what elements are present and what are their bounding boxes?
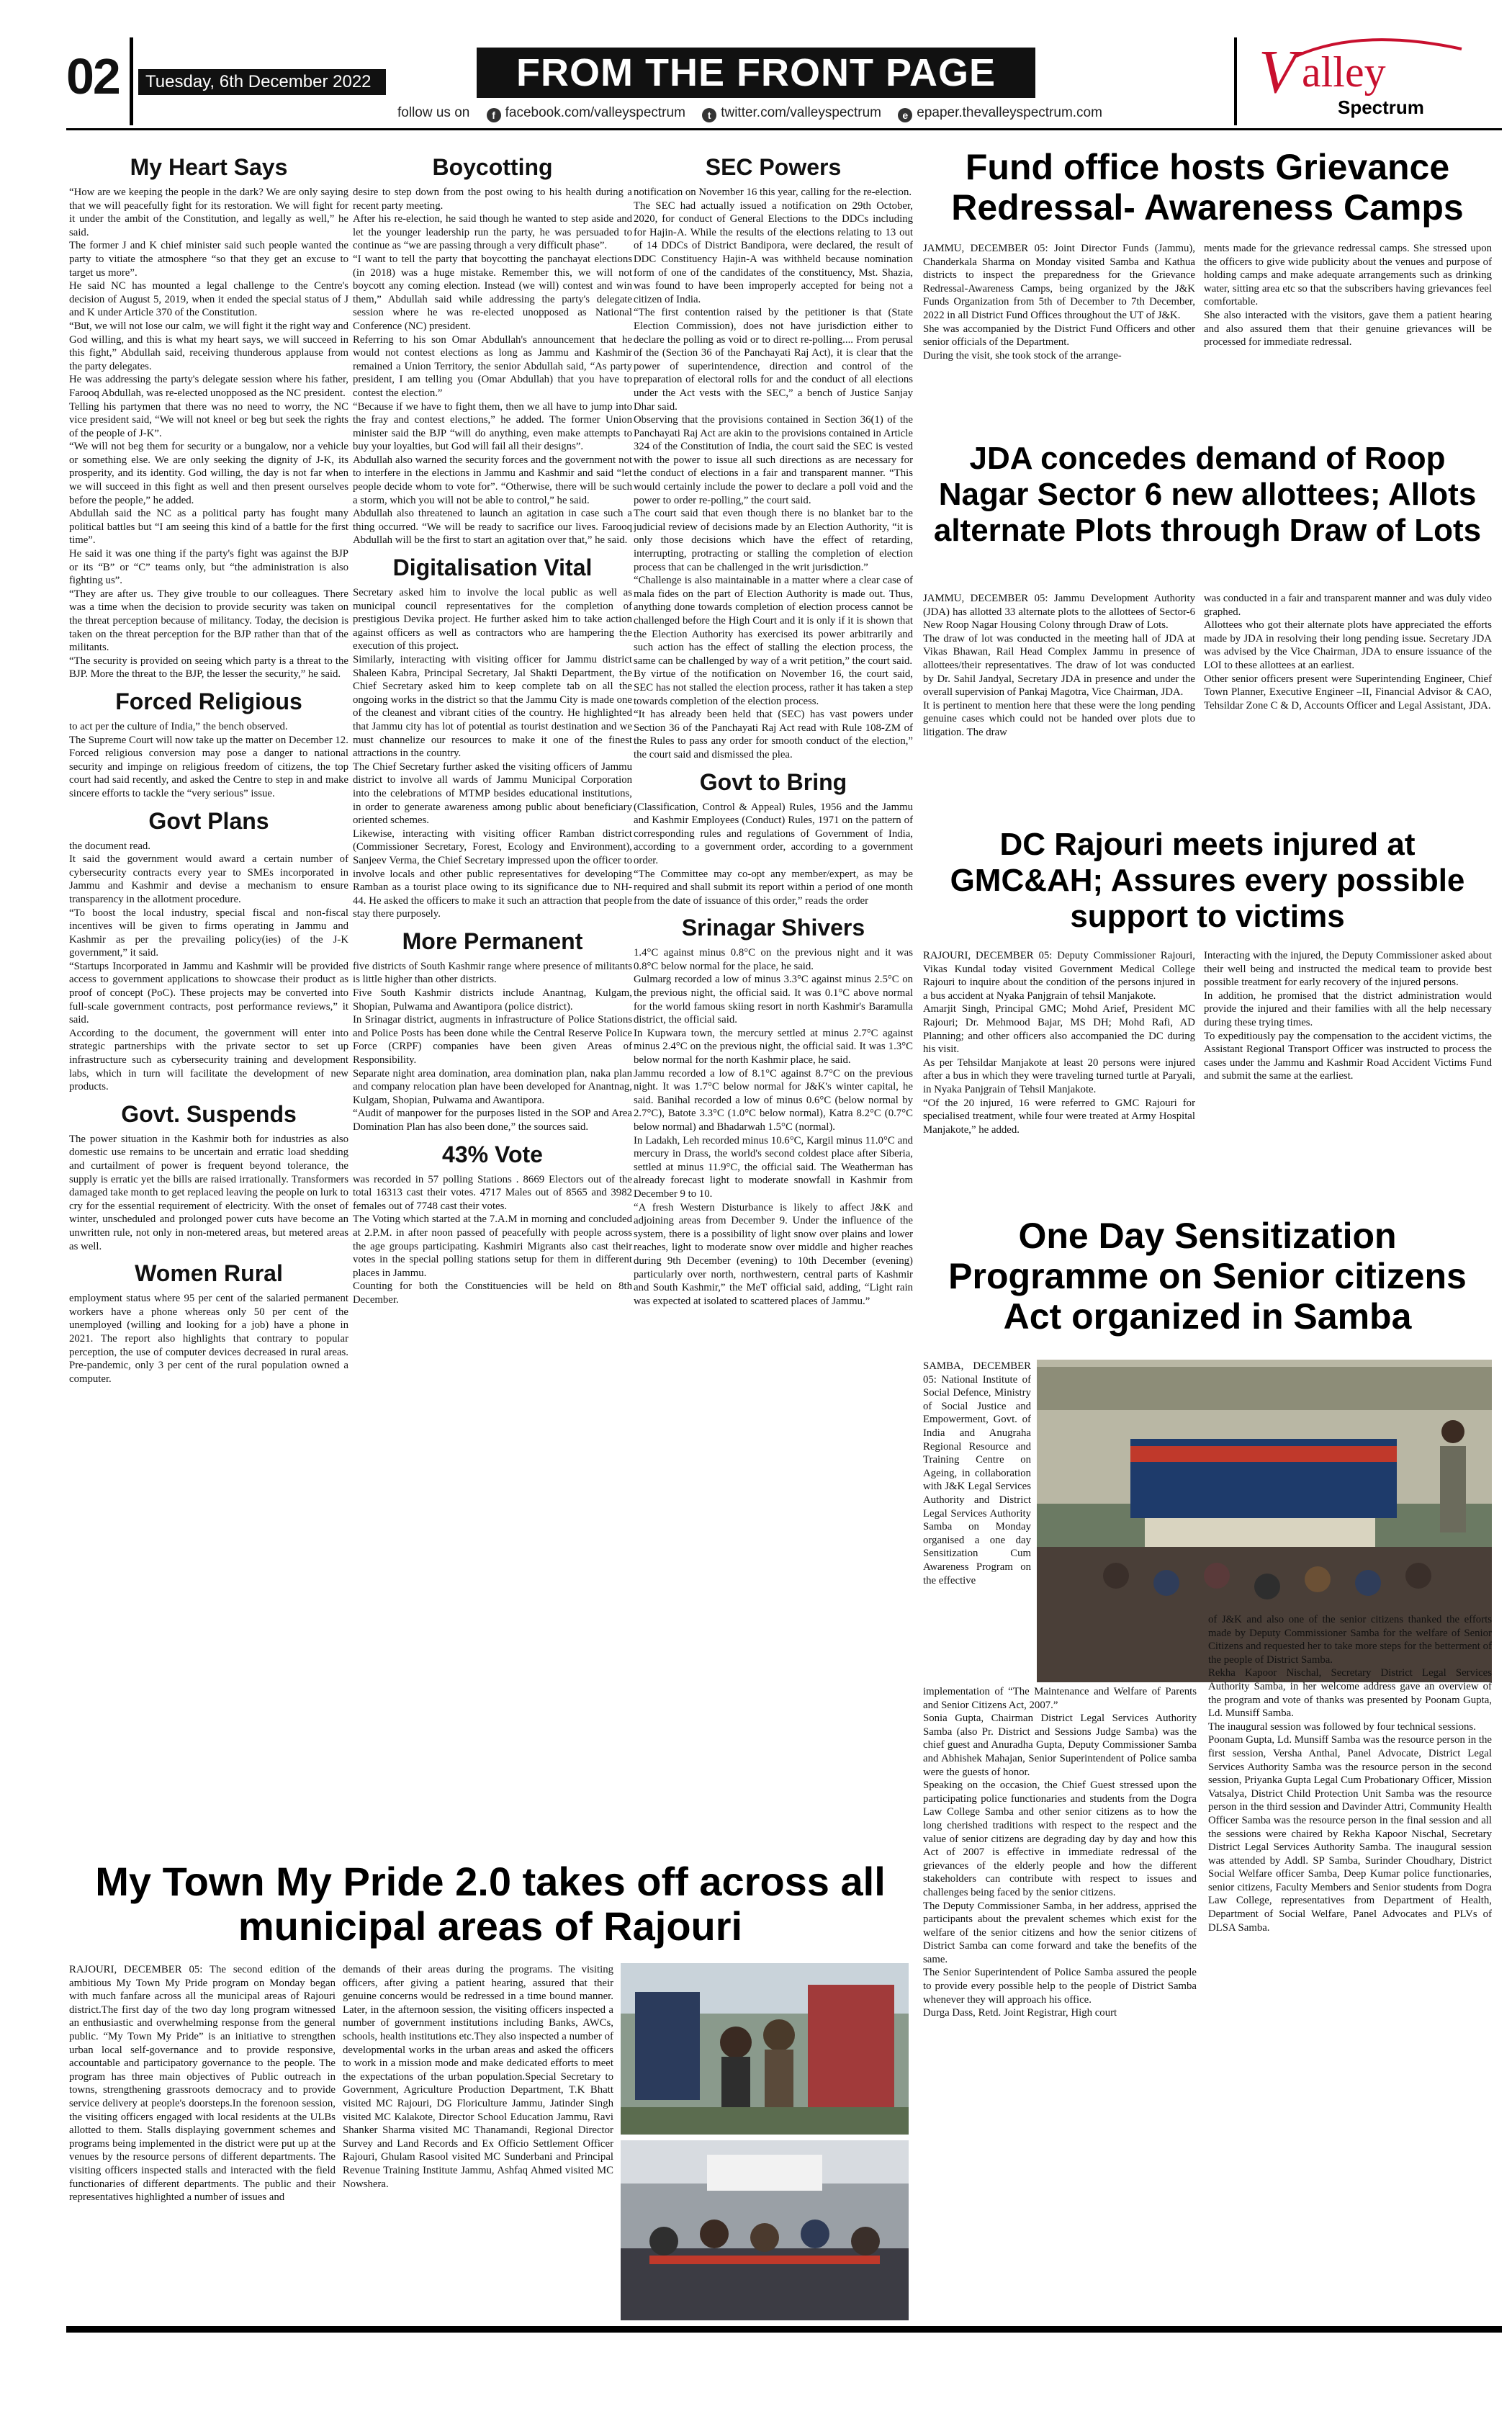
body-paragraph: “They are after us. They give trouble to our colleagues. There was a time when the decision to provide security was taken on the threat perception because of militancy. Today, the decision is taken on the threat perception for the BJP rather than that of the militants.	[69, 588, 348, 654]
body-paragraph: Speaking on the occasion, the Chief Guest stressed upon the participating police functionaries and students from the Dogra Law College Samba and other senior citizens as to how the long cherished traditions with respect to the respect and the value of senior citizens are degrading day by day and how this Act of 2007 is effective in immediate redressal of the grievances of the elderly people and how the different stakeholders can contribute with respect to issues and challenges being faced by the senior citizens.	[923, 1780, 1197, 1898]
body-paragraph: “Audit of manpower for the purposes listed in the SOP and Area Domination Plan has also been done,” the sources said.	[353, 1108, 632, 1133]
body-paragraph: notification on November 16 this year, calling for the re-election.	[634, 187, 912, 198]
body-paragraph: Abdullah also threatened to launch an agitation in case such a thing occurred. “We will be ready to sacrifice our lives. Farooq Abdullah will be the first to start an agitation over that,” he said.	[353, 508, 632, 547]
body-paragraph: Secretary asked him to involve the local public as well as municipal council representatives for the completion of prestigious Devika project. He further asked him to take action against officers as well as contractors who are hampering the execution of this project.	[353, 587, 632, 652]
body-paragraph: The former J and K chief minister said such people wanted the party to vitiate the atmosphere “so that they get an excuse to target us more”.	[69, 240, 348, 279]
issue-date: Tuesday, 6th December 2022	[138, 69, 386, 95]
body-paragraph: Similarly, interacting with visiting officer for Jammu district Shaleen Kabra, Principal Secretary, Jal Shakti Department, the Chief Secretary asked him to keep complete tab on all the ongoing works in the district so that the Jammu City is made one of the cleanest and vibrant cities of the country. He highlighted that Jammu city has lot of potential as tourist destination and we must channelize our resources to make it one of the finest attractions in the country.	[353, 654, 632, 760]
body-paragraph: “We will not beg them for security or a bungalow, nor a vehicle or something else. We are only seeking the dignity of J-K, its prosperity, and its identity. God willing, the day is not far when we will succeed in this fight as well and then present ourselves before the people,” he added.	[69, 441, 348, 506]
facebook-link[interactable]: f facebook.com/valleyspectrum	[487, 105, 685, 120]
body-paragraph: She was accompanied by the District Fund Officers and other senior officials of the Department.	[923, 323, 1195, 349]
body-paragraph: Gulmarg recorded a low of minus 3.3°C against minus 2.5°C on the previous night, the official said. It was 0.1°C above normal for the world famous skiing resort in north Kashmir's Baramulla district, the official said.	[634, 974, 913, 1026]
body-paragraph: It said the government would award a certain number of cybersecurity contracts every year to SMEs incorporated in Jammu and Kashmir and devise a mechanism to ensure transparency in the allotment procedure.	[69, 853, 348, 905]
column-1	[69, 154, 348, 1839]
body-paragraph: The inaugural session was followed by four technical sessions.	[1208, 1720, 1476, 1733]
body-paragraph: He was addressing the party's delegate session where his father, Farooq Abdullah, was re-elected unopposed as the NC president.	[69, 374, 348, 399]
body-paragraph: to act per the culture of India,” the bench observed.	[69, 720, 288, 732]
body-paragraph: “How are we keeping the people in the dark? We are only saying that we will peacefully fight for its restoration. We will fight for it under the ambit of the Constitution, and legally as well,” he said.	[69, 187, 348, 238]
jump-headline[interactable]: My Heart Says	[130, 154, 288, 180]
body-paragraph: The Chief Secretary further asked the visiting officers of Jammu district to involve all wards of Jammu Municipal Corporation into the celebrations of MTMP besides educational institutions, in order to generate awareness among public about beneficiary oriented schemes.	[353, 760, 632, 827]
body-paragraph: The SEC had actually issued a notification on 29th October, 2020, for conduct of General Elections to the DDCs including for Hajin-A. While the results of the elections relating to 13 out of 14 DDCs of District Bandipora, were declared, the result of DDC Constituency Hajin-A was withheld because nomination form of one of the candidates of the constituency, Mst. Shazia, was found to have been improperly accepted for being not a citizen of India.	[634, 199, 913, 305]
fund-office-headline[interactable]: Fund office hosts Grievance Redressal- Awareness Camps	[951, 147, 1464, 228]
masthead-divider	[130, 37, 133, 125]
body-paragraph: desire to step down from the post owing to his health during a recent party meeting.	[353, 187, 632, 212]
body-paragraph: 1.4°C against minus 0.8°C on the previous night and it was 0.8°C below normal for the place, he said.	[634, 947, 913, 972]
epaper-icon: e	[898, 108, 912, 122]
body-paragraph: was recorded in 57 polling Stations . 8669 Electors out of the total 16313 cast their votes. 4717 Males out of 8565 and 3982 females out of 7748 cast their votes.	[353, 1173, 632, 1212]
twitter-icon: t	[702, 108, 716, 122]
body-paragraph: Amarjit Singh, Principal GMC; Mohd Arief, President MC Rajouri; Dr. Mehmood Bajar, MS DH; Mohd Rafi, AD Planning; and other officers also accompanied the DC during his visit.	[923, 1003, 1195, 1056]
body-paragraph: By virtue of the notification on November 16, the court said, SEC has not stalled the election process, rather it has taken a step towards completion of the election process.	[634, 668, 913, 707]
body-paragraph: During the visit, she took stock of the arrange-	[923, 349, 1122, 362]
body-paragraph: Interacting with the injured, the Deputy Commissioner asked about their well being and instructed the medical team to provide best possible treatment for early recovery of the injured persons.	[1204, 950, 1492, 989]
body-paragraph: The Senior Superintendent of Police Samba assured the people to provide every possible help to the people of District Samba whenever they will approach his office.	[923, 1967, 1197, 2006]
jump-headline[interactable]: Forced Religious	[115, 688, 302, 714]
body-paragraph: In Ladakh, Leh recorded minus 10.6°C, Kargil minus 11.0°C and mercury in Drass, the world's second coldest place after Siberia, settled at minus 11.9°C, the official said. The Weatherman has already forecast light to moderate snowfall in Kashmir from December 9 to 10.	[634, 1134, 913, 1200]
body-paragraph: RAJOURI, DECEMBER 05: Deputy Commissioner Rajouri, Vikas Kundal today visited Government Medical College Rajouri to inquire about the condition of the persons injured in a bus accident at Nyaka Panjgrain of tehsil Manjakote.	[923, 950, 1195, 1002]
my-town-body-left	[69, 1963, 336, 2323]
body-paragraph: “The security is provided on seeing which party is a threat to the BJP. More the threat to the BJP, the lesser the security,” he said.	[69, 655, 348, 681]
my-town-headline[interactable]: My Town My Pride 2.0 takes off across all municipal areas of Rajouri	[95, 1859, 886, 1949]
valley-spectrum-logo[interactable]: V alley Spectrum	[1253, 35, 1469, 121]
jump-headline[interactable]: Srinagar Shivers	[681, 915, 865, 941]
jda-body-right	[1204, 592, 1492, 815]
body-paragraph: Likewise, interacting with visiting officer Ramban district (Commissioner Secretary, Forest, Ecology and Environment), Sanjeev Verma, the Chief Secretary impressed upon the officer to involve locals and other public representatives for developing Ramban as a tourist place owing to its significance due to NH-44. He asked the officers to make it such an attraction that people stay there purposely.	[353, 827, 632, 920]
samba-body-narrow	[923, 1360, 1031, 1682]
body-paragraph: Other senior officers present were Superintending Engineer, Chief Town Planner, Executive Engineer –II, Financial Advisor & CAO, Tehsildar Zone C & D, Accounts Officer and Legal Assistant, JDA.	[1204, 673, 1492, 712]
body-paragraph: The Supreme Court will now take up the matter on December 12.	[69, 734, 348, 746]
jump-headline[interactable]: Digitalisation Vital	[392, 555, 593, 581]
body-paragraph: Sonia Gupta, Chairman District Legal Services Authority Samba (also Pr. District and Sessions Judge Samba) was the chief guest and Anuradha Gupta, Deputy Commissioner Samba and Abhishek Mahajan, Senior Superintendent of Police samba were the guests of honor.	[923, 1713, 1197, 1778]
jump-headline[interactable]: Govt Plans	[148, 807, 269, 834]
body-paragraph: “The Committee may co-opt any member/expert, as may be required and shall submit its report within a period of one month from the date of issuance of this order,” reads the order	[634, 868, 913, 907]
body-paragraph: He said NC has mounted a legal challenge to the Centre's decision of August 5, 2019, when it ended the special status of J and K under Article 370 of the Constitution.	[69, 280, 348, 319]
follow-label: follow us on	[397, 105, 470, 120]
body-paragraph: ments made for the grievance redressal camps. She stressed upon the officers to give wide publicity about the venues and purpose of holding camps and make adequate arrangements such as drinking water, sitting area etc so that the subscribers having grievances feel comfortable.	[1204, 243, 1492, 308]
fund-office-body-left	[923, 242, 1195, 422]
fund-office-body-right	[1204, 242, 1492, 422]
body-paragraph: The draw of lot was conducted in the meeting hall of JDA at Vikas Bhawan, Rail Head Complex Jammu in presence of allottees/their representatives. The draw of lot was conducted by Dr. Sahil Jandyal, Secretary JDA in presence and under the overall supervision of Pankaj Magotra, Vice Chairman, JDA.	[923, 632, 1195, 699]
body-paragraph: It is pertinent to mention here that these were the long pending genuine cases which could not be handed over plots due to litigation. The draw	[923, 699, 1195, 738]
body-paragraph: After his re-election, he said though he wanted to step aside and let the younger leadership run the party, he was persuaded to continue as “we are passing through a very difficult phase”.	[353, 213, 632, 252]
body-paragraph: Abdullah also warned the security forces and the government not to interfere in the elections in Jammu and Kashmir and said “let people decide whom to vote for”. “Otherwise, there will be such a storm, which you will not be able to control,” he said.	[353, 454, 632, 506]
jump-headline[interactable]: Govt. Suspends	[121, 1100, 297, 1127]
body-paragraph: He said it was one thing if the party's fight was against the BJP or its “B” or “C” teams only, but “the administration is also fighting us”.	[69, 548, 348, 587]
logo-divider	[1234, 37, 1237, 125]
body-paragraph: five districts of South Kashmir range where presence of militants is little higher than other districts.	[353, 960, 632, 986]
page-number: 02	[66, 48, 120, 104]
body-paragraph: “Of the 20 injured, 16 were referred to GMC Rajouri for specialised treatment, while four were treated at Army Hospital Manjakote,” he added.	[923, 1097, 1195, 1136]
body-paragraph: JAMMU, DECEMBER 05: Jammu Development Authority (JDA) has allotted 33 alternate plots to the allottees of Sector-6 New Roop Nagar Housing Colony through Draw of Lots.	[923, 593, 1195, 632]
body-paragraph: She also interacted with the visitors, gave them a patient hearing and also assured them that their genuine grievances will be processed for immediate redressal.	[1204, 309, 1492, 349]
jump-headline[interactable]: Women Rural	[135, 1260, 283, 1287]
body-paragraph: (Classification, Control & Appeal) Rules, 1956 and the Jammu and Kashmir Employees (Conduct) Rules, 1971 on the pattern of corresponding rules and regulations of Government of India, according to a government order, according to a government order.	[634, 801, 913, 866]
body-paragraph: SAMBA, DECEMBER 05: National Institute of Social Defence, Ministry of Social Justice and Empowerment, Govt. of India and Anugraha Regional Resource and Training Centre on Ageing, in collaboration with J&K Legal Services Authority and District Legal Services Authority Samba on Monday organised a one day Sensitization Cum Awareness Program on the effective	[923, 1360, 1031, 1587]
body-paragraph: RAJOURI, DECEMBER 05: The second edition of the ambitious My Town My Pride program on Monday began with much fanfare across all the municipal areas of Rajouri district.The first day of the two day long program witnessed an enthusiastic and overwhelming response from the general public. “My Town My Pride” is an initiative to strengthen urban local self-governance and to provide responsive, accountable and participatory governance to the people. The program has three main objectives of Public outreach in towns, strengthening grassroots democracy and to provide service delivery at people's doorsteps.In the forenoon session, the visiting officers engaged with local residents at the ULBs allotted to them. Stalls displaying government schemes and programs being implemented in the district were put up at the venues by the resource persons of different departments. The visiting officers inspected stalls and interacted with the field functionaries of different departments. The public and their representatives highlighted a number of issues and	[69, 1964, 336, 2204]
body-paragraph: To expeditiously pay the compensation to the accident victims, the Assistant Regional Transport Officer was instructed to process the cases under the Jammu and Kashmir Road Accident Victims Fund and submit the same at the earliest.	[1204, 1030, 1492, 1082]
section-title: FROM THE FRONT PAGE	[477, 48, 1035, 98]
body-paragraph: According to the document, the government will enter into strategic partnerships with the private sector to set up infrastructure such as cybersecurity training and development labs, which in turn will facilitate the development of new products.	[69, 1027, 348, 1093]
body-paragraph: Observing that the provisions contained in Section 36(1) of the Panchayati Raj Act are akin to the provisions contained in Article 324 of the Constitution of India, the court said the SEC is vested with the power to issue all such directions as are necessary for the conduct of elections in a fair and transparent manner. “This would certainly include the power to declare a poll void and the power to order re-polling,” the court said.	[634, 414, 913, 506]
body-paragraph: Separate night area domination, area domination plan, naka plan and company relocation plan have been developed for Anantnag, Kulgam, Shopian, Pulwama and Awantipora.	[353, 1067, 632, 1106]
body-paragraph: Forced religious conversion may pose a danger to national security and impinge on religious freedom of citizens, the top court had said recently, and asked the Centre to step in and make sincere efforts to tackle the “very serious” issue.	[69, 748, 348, 799]
dc-rajouri-body-right	[1204, 949, 1492, 1194]
jump-headline[interactable]: Boycotting	[432, 154, 553, 180]
body-paragraph: the document read.	[69, 840, 150, 852]
body-paragraph: “Challenge is also maintainable in a matter where a clear case of mala fides on the part of Election Authority is made out. Thus, anything done towards completion of election process cannot be challenged before the High Court and it is only if it is shown that the Election Authority has exercised its power arbitrarily and such action has the effect of stalling the election process, the same can be challenged by way of a writ petition,” the court said.	[634, 575, 913, 667]
jda-headline[interactable]: JDA concedes demand of Roop Nagar Sector 6 new allottees; Allots alternate Plots through Draw of Lots	[933, 441, 1482, 548]
body-paragraph: JAMMU, DECEMBER 05: Joint Director Funds (Jammu), Chanderkala Sharma on Monday visited Samba and Kathua districts to inspect the preparedness for the Grievance Redressal-Awareness Camps, being organized by the J&K Funds Organization from 5th of December to 7th December, 2022 in all District Fund Offices throughout the UT of J&K.	[923, 243, 1195, 321]
body-paragraph: Telling his partymen that there was no need to worry, the NC vice president said, “We will not kneel or beg but seek the rights of the people of J-K”.	[69, 400, 348, 439]
body-paragraph: Rekha Kapoor Nischal, Secretary District Legal Services Authority Samba, in her welcome address gave an overview of the program and vote of thanks was presented by Poonam Gupta, Ld. Munsiff Samba.	[1208, 1667, 1492, 1720]
body-paragraph: “A fresh Western Disturbance is likely to affect J&K and adjoining areas from December 9. Under the influence of the system, there is a possibility of light snow over plains and lower reaches, light to moderate snow over middle and higher reaches during 9th December (evening) to 10th December (evening) particularly over north, northwestern, central parts of Kashmir and South Kashmir,” the MeT official said, adding, “Light rain was expected at isolated to scattered places of Jammu.”	[634, 1201, 913, 1307]
epaper-link[interactable]: e epaper.thevalleyspectrum.com	[898, 105, 1102, 120]
jump-headline[interactable]: Govt to Bring	[699, 768, 847, 795]
body-paragraph: “But, we will not lose our calm, we will fight it the right way and God willing, and this is what my heart says, we will succeed in this fight,” Abdullah said, receiving thunderous applause from the party delegates.	[69, 320, 348, 372]
column-2	[353, 154, 632, 1839]
body-paragraph: “Startups Incorporated in Jammu and Kashmir will be provided access to government applications to showcase their product as proof of concept (PoC). These projects may be converted into full-scale government contracts, post performance reviews,” it said.	[69, 960, 348, 1026]
jump-headline[interactable]: 43% Vote	[442, 1141, 543, 1167]
samba-body-right	[1208, 1613, 1492, 2319]
body-paragraph: In Kupwara town, the mercury settled at minus 2.7°C against minus 2.4°C on the previous night, the official said. It was 1.3°C below normal for the north Kashmir place, he said.	[634, 1027, 913, 1067]
jump-headline[interactable]: More Permanent	[402, 928, 583, 954]
body-paragraph: The court said that even though there is no blanket bar to the judicial review of decisions made by an Election Authority, “it is only those decisions which have the effect of retarding, interrupting, protracting or stalling the completion of election process that can be challenged in the writ jurisdiction.”	[634, 508, 913, 573]
body-paragraph: Poonam Gupta, Ld. Munsiff Samba was the resource person in the first session, Versha Anthal, Panel Advocate, District Legal Services Authority Samba was the resource person in the second session, Priyanka Gupta Legal Cum Probationary Officer, Mission Vatsalya, District Child Protection Unit Samba was the resource person in the third session and Davinder Attri, Community Health Officer Samba was the resource person in the final session and all the sessions were chaired by Rekha Kapoor Nischal, Secretary District Legal Services Authority Samba. The inaugural session was attended by Addl. SP Samba, Surinder Choudhary, District Social Welfare officer Samba, Deep Kumar police functionaries, senior citizens, Faculty Members and Senior students from Dogra Law College, representatives from Department of Health, Department of Social Welfare, Panel Advocates and PLVs of DLSA Samba.	[1208, 1734, 1492, 1934]
my-town-photo-top	[621, 1963, 909, 2135]
body-paragraph: “It has already been held that (SEC) has vast powers under Section 36 of the Panchayati Raj Act read with Rule 108-ZM of the Rules to pass any order for smooth conduct of the election,” the court said and dismissed the plea.	[634, 709, 913, 760]
body-paragraph: “I want to tell the party that boycotting the panchayat elections (in 2018) was a huge mistake. Remember this, we will not boycott any coming election. Instead (we will) contest and win them,” Abdullah said while addressing the party's delegate session where he was re-elected unopposed as National Conference (NC) president.	[353, 253, 632, 332]
body-paragraph: The Voting which started at the 7.A.M in morning and concluded at 2.P.M. in after noon passed of peacefully with people across the age groups participating. Kashmiri Migrants also cast their votes in the special polling stations setup for them in different places in Jammu.	[353, 1213, 632, 1279]
body-paragraph: Jammu recorded a low of 8.1°C against 8.7°C on the previous night. It was 1.7°C below normal for J&K's winter capital, he said. Banihal recorded a low of minus 0.6°C (below normal by 2.7°C), Batote 3.3°C (1.0°C below normal), Katra 8.2°C (0.7°C below normal) and Bhadarwah 1.5°C (normal).	[634, 1067, 913, 1133]
body-paragraph: “To boost the local industry, special fiscal and non-fiscal incentives will be given to firms operating in Jammu and Kashmir as per the prevailing policy(ies) of the J-K government,” it said.	[69, 907, 348, 959]
my-town-photo-bottom	[621, 2140, 909, 2320]
body-paragraph: employment status where 95 per cent of the salaried permanent workers have a phone whereas only 50 per cent of the unemployed (willing and looking for a job) have a phone in 2021. The report also highlights that contrary to popular perception, the use of computer devices decreased in rural areas. Pre-pandemic, only 3 per cent of the rural population owned a computer.	[69, 1293, 348, 1385]
body-paragraph: In Srinagar district, augments in infrastructure of Police Stations and Police Posts has been done while the Central Reserve Police Force (CRPF) companies have been given Areas of Responsibility.	[353, 1014, 632, 1067]
body-paragraph: As per Tehsildar Manjakote at least 20 persons were injured after a bus in which they were traveling turned turtle at Paryali, in Nyaka Panjgrain of Tehsil Manjakote.	[923, 1056, 1195, 1095]
body-paragraph: Five South Kashmir districts include Anantnag, Kulgam, Shopian, Pulwama and Awantipora (police district).	[353, 987, 632, 1013]
body-paragraph: implementation of “The Maintenance and Welfare of Parents and Senior Citizens Act, 2007.”	[923, 1686, 1197, 1711]
facebook-icon: f	[487, 108, 501, 122]
body-paragraph: “The first contention raised by the petitioner is that (State Election Commission), does not have jurisdiction either to declare the polling as void or to direct re-polling.... From perusal of the (Section 36 of the Panchayati Raj Act), it is clear that the power of superintendence, direction and control of the preparation of electoral rolls for and the conduct of all elections under the Act vests with the SEC,” a bench of Justice Sanjay Dhar said.	[634, 307, 913, 413]
body-paragraph: The Deputy Commissioner Samba, in her address, apprised the participants about the prevalent schemes which exist for the welfare of the senior citizens and how the senior citizens of District Samba can come forward and take the benefits of the same.	[923, 1900, 1197, 1965]
body-paragraph: was conducted in a fair and transparent manner and was duly video graphed.	[1204, 593, 1492, 618]
social-links	[397, 105, 1102, 122]
body-paragraph: The power situation in the Kashmir both for industries as also domestic use remains to be uncertain and erratic load shedding and curtailment of power is frequent beyond tolerance, the supply is erratic yet the bills are raised irrationally. Transformers damaged take month to get replaced leaving the people on lurk to cry for the essential requirement of electricity. With the onset of winter, unscheduled and prolonged power cuts have become an unwritten rule, not only in non-metered areas, but metered areas as well.	[69, 1133, 348, 1252]
page-bottom-rule	[66, 2326, 1502, 2333]
body-paragraph: “Because if we have to fight them, then we all have to jump into the fray and contest elections,” he added. The former Union minister said the BJP “will do anything, even make attempts to buy your loyalties, but God will fail all their designs”.	[353, 400, 632, 453]
column-3	[634, 154, 913, 1839]
body-paragraph: Abdullah said the NC as a political party has fought many political battles but “I am seeing this kind of a battle for the first time”.	[69, 508, 348, 547]
jda-body-left	[923, 592, 1195, 815]
body-paragraph: Referring to his son Omar Abdullah's announcement that he would not contest elections as long as Jammu and Kashmir remained a Union Territory, the senior Abdullah said, “As party president, I am telling you (Omar Abdullah) that you have to contest the election.”	[353, 333, 632, 399]
my-town-body-right	[343, 1963, 613, 2323]
body-paragraph: demands of their areas during the programs. The visiting officers, after giving a patient hearing, assured that their genuine concerns would be redressed in a time bound manner. Later, in the afternoon session, the visiting officers inspected a number of government institutions including Banks, AWCs, schools, health institutions etc.They also inspected a number of developmental works in the urban areas and asked the officers to work in a mission mode and make dedicated efforts to meet the expectations of the urban population.Special Secretary to Government, Agriculture Production Department, T.K Bhatt visited MC Rajouri, DG Floriculture Jammu, Jatinder Singh visited MC Kalakote, Director School Education Jammu, Ravi Shanker Sharma visited MC Thanamandi, Regional Director Survey and Land Records and Ex Officio Settlement Officer Rajouri, Ghulam Rasool visited MC Sunderbani and Principal Revenue Training Institute Jammu, Ashfaq Ahmed visited MC Nowshera.	[343, 1964, 613, 2190]
body-paragraph: Counting for both the Constituencies will be held on 8th December.	[353, 1280, 632, 1306]
masthead-rule	[66, 128, 1502, 130]
body-paragraph: In addition, he promised that the district administration would provide the injured and their families with all the help necessary during these trying times.	[1204, 989, 1492, 1028]
jump-headline[interactable]: SEC Powers	[705, 154, 842, 180]
body-paragraph: Durga Dass, Retd. Joint Registrar, High court	[923, 2007, 1117, 2019]
samba-headline[interactable]: One Day Sensitization Programme on Senior citizens Act organized in Samba	[948, 1216, 1467, 1337]
body-paragraph: of J&K and also one of the senior citizens thanked the efforts made by Deputy Commissioner Samba for the welfare of Senior Citizens and requested her to take more steps for the betterment of the people of District Samba.	[1208, 1614, 1492, 1666]
dc-rajouri-headline[interactable]: DC Rajouri meets injured at GMC&AH; Assures every possible support to victims	[950, 827, 1465, 934]
samba-body-mid	[923, 1685, 1197, 2319]
body-paragraph: Allottees who got their alternate plots have appreciated the efforts made by JDA in resolving their long pending issue. Secretary JDA was advised by the Vice Chairman, JDA to ensure issuance of the LOI to these allottees at an earliest.	[1204, 619, 1492, 671]
dc-rajouri-body-left	[923, 949, 1195, 1194]
twitter-link[interactable]: t twitter.com/valleyspectrum	[702, 105, 881, 120]
